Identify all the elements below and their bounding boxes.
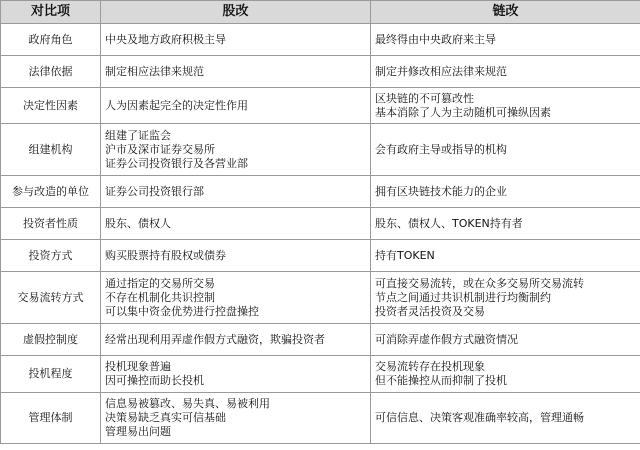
stock-reform-cell xyxy=(101,176,371,208)
cell-line: 不存在机制化共识控制 xyxy=(105,290,215,304)
table-row xyxy=(1,272,640,324)
header-chain-reform: 链改 xyxy=(371,1,640,24)
cell-line: 拥有区块链技术能力的企业 xyxy=(375,184,507,198)
cell-line: 中央及地方政府积极主导 xyxy=(105,32,226,46)
cell-line: 交易流转存在投机现象 xyxy=(375,360,485,373)
header-item: 对比项 xyxy=(1,1,101,24)
table-row xyxy=(1,176,640,208)
row-label: 管理体制 xyxy=(1,393,101,444)
row-label: 政府角色 xyxy=(1,24,101,56)
row-label: 组建机构 xyxy=(1,124,101,176)
cell-line: 组建了证监会 xyxy=(105,128,171,142)
cell-line: 证券公司投资银行部 xyxy=(105,184,204,198)
cell-line: 持有TOKEN xyxy=(375,248,435,262)
chain-reform-cell xyxy=(371,393,640,444)
stock-reform-cell xyxy=(101,393,371,444)
stock-reform-cell xyxy=(101,272,371,324)
table-row xyxy=(1,208,640,240)
cell-line: 可消除弄虚作假方式融资情况 xyxy=(375,332,518,346)
cell-line: 决策易缺乏真实可信基础 xyxy=(105,411,226,424)
cell-line: 可直接交易流转，或在众多交易所交易流转 xyxy=(375,276,584,290)
stock-reform-cell xyxy=(101,240,371,272)
table-row xyxy=(1,24,640,56)
row-label: 投机程度 xyxy=(1,356,101,393)
chain-reform-cell xyxy=(371,24,640,56)
cell-line: 人为因素起完全的决定性作用 xyxy=(105,98,248,112)
row-label: 虚假控制度 xyxy=(1,324,101,356)
header-row xyxy=(1,1,640,24)
table-row xyxy=(1,124,640,176)
table-row xyxy=(1,393,640,444)
cell-line: 证券公司投资银行及各营业部 xyxy=(105,156,248,170)
row-label: 决定性因素 xyxy=(1,88,101,124)
chain-reform-cell xyxy=(371,124,640,176)
row-label: 法律依据 xyxy=(1,56,101,88)
stock-reform-cell xyxy=(101,324,371,356)
cell-line: 通过指定的交易所交易 xyxy=(105,276,215,290)
chain-reform-cell xyxy=(371,272,640,324)
chain-reform-cell xyxy=(371,324,640,356)
row-label: 交易流转方式 xyxy=(1,272,101,324)
cell-line: 购买股票持有股权或债券 xyxy=(105,248,226,262)
chain-reform-cell xyxy=(371,240,640,272)
table-row xyxy=(1,324,640,356)
cell-line: 制定并修改相应法律来规范 xyxy=(375,64,507,78)
table-row xyxy=(1,356,640,393)
row-label: 参与改造的单位 xyxy=(1,176,101,208)
chain-reform-cell xyxy=(371,56,640,88)
stock-reform-cell xyxy=(101,88,371,124)
row-label: 投资方式 xyxy=(1,240,101,272)
cell-line: 经常出现利用弄虚作假方式融资，欺骗投资者 xyxy=(105,332,325,346)
stock-reform-cell xyxy=(101,356,371,393)
stock-reform-cell xyxy=(101,124,371,176)
cell-line: 沪市及深市证券交易所 xyxy=(105,142,215,156)
row-label: 投资者性质 xyxy=(1,208,101,240)
cell-line: 投资者灵活投资及交易 xyxy=(375,304,485,318)
cell-line: 投机现象普遍 xyxy=(105,360,171,373)
table-body xyxy=(1,24,640,444)
cell-line: 股东、债权人 xyxy=(105,216,171,230)
cell-line: 基本消除了人为主动随机可操纵因素 xyxy=(375,105,551,119)
chain-reform-cell xyxy=(371,356,640,393)
chain-reform-cell xyxy=(371,176,640,208)
cell-line: 可信信息、决策客观准确率较高，管理通畅 xyxy=(375,411,584,424)
cell-line: 信息易被篡改、易失真、易被利用 xyxy=(105,397,270,410)
chain-reform-cell xyxy=(371,88,640,124)
cell-line: 会有政府主导或指导的机构 xyxy=(375,142,507,156)
cell-line: 可以集中资金优势进行控盘操控 xyxy=(105,304,259,318)
cell-line: 股东、债权人、TOKEN持有者 xyxy=(375,216,523,230)
cell-line: 最终得由中央政府来主导 xyxy=(375,32,496,46)
cell-line: 区块链的不可篡改性 xyxy=(375,91,474,105)
cell-line: 管理易出问题 xyxy=(105,425,171,438)
table-row xyxy=(1,88,640,124)
stock-reform-cell xyxy=(101,24,371,56)
chain-reform-cell xyxy=(371,208,640,240)
header-stock-reform: 股改 xyxy=(101,1,371,24)
table-row xyxy=(1,56,640,88)
cell-line: 制定相应法律来规范 xyxy=(105,64,204,78)
cell-line: 节点之间通过共识机制进行均衡制约 xyxy=(375,290,551,304)
stock-reform-cell xyxy=(101,56,371,88)
cell-line: 因可操控而助长投机 xyxy=(105,374,204,387)
cell-line: 但不能操控从而抑制了投机 xyxy=(375,374,507,387)
stock-reform-cell xyxy=(101,208,371,240)
table-row xyxy=(1,240,640,272)
